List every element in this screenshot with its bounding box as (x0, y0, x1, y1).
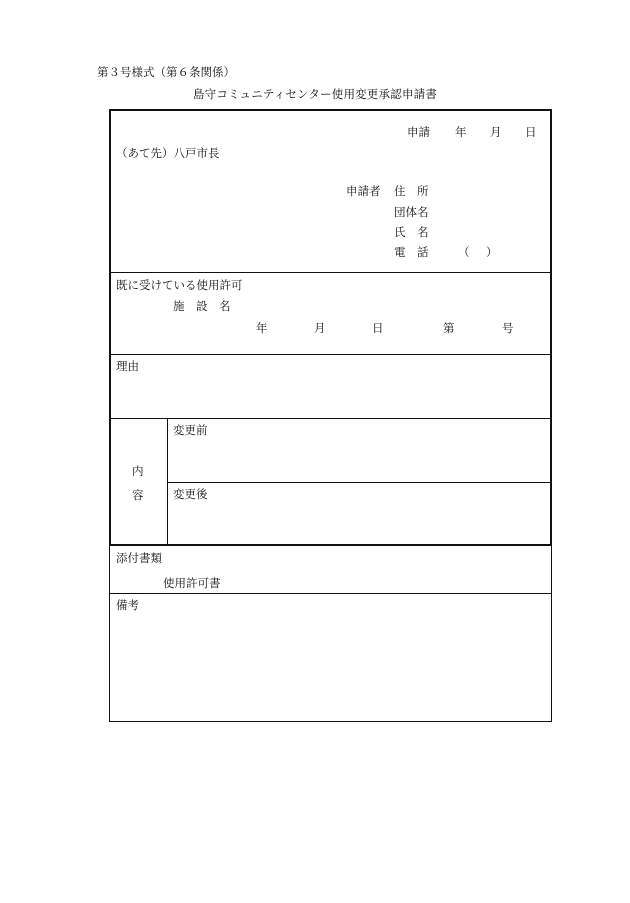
form-number: 第３号様式（第６条関係） (97, 65, 235, 79)
address-label: 住 所 (394, 184, 429, 198)
facility-name-label: 施 設 名 (173, 299, 231, 313)
permit-year: 年 (256, 321, 268, 335)
reason-label: 理由 (116, 359, 139, 373)
main-form-frame (109, 109, 552, 546)
content-label-2: 容 (132, 488, 144, 502)
date-month: 月 (490, 125, 502, 139)
applicant-label: 申請者 (346, 184, 381, 198)
document-title: 島守コミュニティセンター使用変更承認申請書 (192, 87, 438, 101)
divider-permit (110, 354, 551, 355)
attachment-item: 使用許可書 (163, 576, 221, 590)
divider-reason (110, 418, 551, 419)
phone-paren-open: （ (458, 245, 470, 259)
before-change-label: 変更前 (173, 423, 208, 437)
divider-applicant (110, 272, 551, 273)
lower-form-frame (109, 546, 552, 722)
organization-label: 団体名 (394, 205, 429, 219)
name-label: 氏 名 (394, 225, 429, 239)
date-year: 年 (455, 125, 467, 139)
date-label: 申請 (407, 125, 430, 139)
addressee: （あて先）八戸市長 (116, 146, 220, 160)
date-day: 日 (525, 125, 537, 139)
attachments-label: 添付書類 (116, 551, 162, 565)
permit-day: 日 (372, 321, 384, 335)
phone-label: 電 話 (394, 245, 429, 259)
permit-month: 月 (314, 321, 326, 335)
phone-paren-close: ） (486, 245, 498, 259)
content-label-1: 内 (132, 464, 144, 478)
permit-number-suffix: 号 (502, 321, 514, 335)
existing-permit-heading: 既に受けている使用許可 (116, 278, 243, 292)
remarks-label: 備考 (116, 598, 139, 612)
permit-number-prefix: 第 (443, 321, 455, 335)
divider-content (167, 482, 551, 483)
after-change-label: 変更後 (173, 487, 208, 501)
divider-content-label (167, 418, 168, 546)
divider-attachments (110, 593, 551, 594)
